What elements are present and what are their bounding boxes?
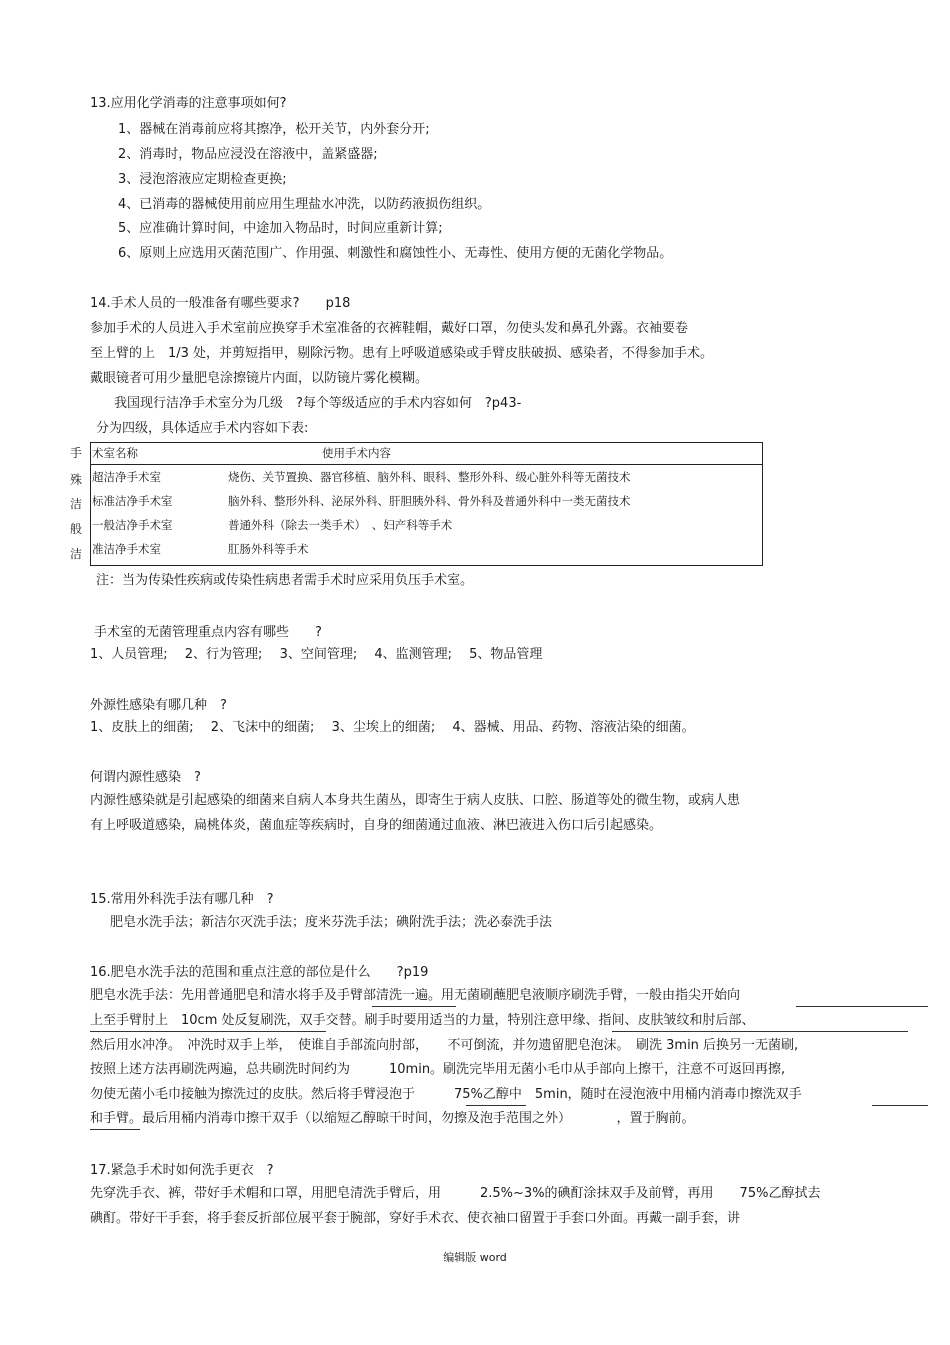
underline	[90, 1031, 326, 1032]
clean-room-table	[90, 442, 763, 561]
room-name: 一般洁净手术室	[92, 518, 173, 532]
room-content: 脑外科、整形外科、泌尿外科、肝胆胰外科、骨外科及普通外科中一类无菌技术	[228, 494, 631, 508]
page-footer: 编辑版 word	[443, 1251, 507, 1264]
q13-item-5: 5、应准确计算时间，中途加入物品时，时间应重新计算;	[118, 221, 443, 236]
table-header-content: 使用手术内容	[226, 442, 763, 465]
underline	[90, 1129, 140, 1130]
q16-line-3: 然后用水冲净。 冲洗时双手上举， 使谁自手部流向肘部， 不可倒流，并勿遗留肥皂泡沫。 刷洗 3min 后换另一无菌刷,	[90, 1038, 799, 1053]
q14-title: 14.手术人员的一般准备有哪些要求? p18	[90, 296, 351, 311]
q17-title: 17.紧急手术时如何洗手更衣 ?	[90, 1163, 274, 1178]
room-name: 标准洁净手术室	[92, 494, 173, 508]
exogenous-title: 外源性感染有哪几种 ?	[90, 698, 227, 713]
table-row	[90, 489, 763, 513]
header-prefix-char: 手	[70, 446, 83, 460]
room-name: 准洁净手术室	[92, 542, 161, 556]
q17-line-1: 先穿洗手衣、裤，带好手术帽和口罩，用肥皂清洗手臂后，用 2.5%~3%的碘酊涂抹双手及前臂，再用 75%乙醇拭去	[90, 1186, 821, 1201]
clean-room-question: 我国现行洁净手术室分为几级 ?每个等级适应的手术内容如何 ?p43-	[114, 396, 522, 411]
side-char-4: 洁	[70, 547, 83, 561]
room-content: 普通外科（除去一类手术） 、妇产科等手术	[228, 518, 453, 532]
q13-item-6: 6、原则上应选用灭菌范围广、作用强、刺激性和腐蚀性小、无毒性、使用方便的无菌化学物品。	[118, 246, 673, 261]
q13-item-4: 4、已消毒的器械使用前应用生理盐水冲洗，以防药液损伤组织。	[118, 197, 491, 212]
q14-line-3: 戴眼镜者可用少量肥皂涂擦镜片内面，以防镜片雾化模糊。	[90, 371, 429, 386]
q13-item-2: 2、消毒时，物品应浸没在溶液中，盖紧盛器;	[118, 147, 378, 162]
q16-title: 16.肥皂水洗手法的范围和重点注意的部位是什么 ?p19	[90, 965, 429, 980]
table-row	[90, 537, 763, 561]
q13-title: 13.应用化学消毒的注意事项如何?	[90, 96, 287, 111]
q16-line-1: 肥皂水洗手法：先用普通肥皂和清水将手及手臂部清洗一遍。用无菌刷蘸肥皂液顺序刷洗手臂，一般由指尖开始向	[90, 988, 741, 1003]
side-char-1: 殊	[70, 473, 83, 487]
side-char-3: 般	[70, 522, 83, 536]
underline	[796, 1006, 928, 1007]
q14-line-1: 参加手术的人员进入手术室前应换穿手术室准备的衣裤鞋帽，戴好口罩，勿使头发和鼻孔外露。衣袖要卷	[90, 321, 689, 336]
endogenous-line-1: 内源性感染就是引起感染的细菌来自病人本身共生菌丛，即寄生于病人皮肤、口腔、肠道等处的微生物，或病人患	[90, 793, 741, 808]
q16-line-2: 上至手臂肘上 10cm 处反复刷洗，双手交替。刷手时要用适当的力量，特别注意甲缘、指间、皮肤皱纹和肘后部、	[90, 1013, 755, 1028]
q15-answer: 肥皂水洗手法；新洁尔灭洗手法；度米芬洗手法；碘附洗手法；洗必泰洗手法	[110, 915, 553, 930]
table-header-name: 术室名称	[90, 442, 226, 465]
underline	[612, 1031, 908, 1032]
underline	[872, 1105, 928, 1106]
aseptic-title: 手术室的无菌管理重点内容有哪些 ?	[94, 625, 322, 640]
q17-line-2: 碘酊。带好干手套，将手套反折部位展平套于腕部，穿好手术衣、使衣袖口留置于手套口外面。再戴一副手套，讲	[90, 1211, 741, 1226]
room-name: 超洁净手术室	[92, 470, 161, 484]
room-content: 烧伤、关节置换、器官移植、脑外科、眼科、整形外科、级心脏外科等无菌技术	[228, 470, 631, 484]
table-row	[90, 513, 763, 537]
q16-line-6: 和手臂。最后用桶内消毒巾擦干双手（以缩短乙醇晾干时间，勿擦及泡手范围之外） ，置于胸前。	[90, 1111, 695, 1126]
side-char-2: 洁	[70, 497, 83, 511]
endogenous-title: 何谓内源性感染 ?	[90, 770, 201, 785]
q16-line-5: 勿使无菌小毛巾接触为擦洗过的皮肤。然后将手臂浸泡于 75%乙醇中 5min，随时在浸泡液中用桶内消毒巾擦洗双手	[90, 1087, 802, 1102]
aseptic-answer: 1、人员管理; 2、行为管理; 3、空间管理; 4、监测管理; 5、物品管理	[90, 647, 543, 662]
q14-line-2: 至上臂的上 1/3 处，并剪短指甲，剔除污物。患有上呼吸道感染或手臂皮肤破损、感染者，不得参加手术。	[90, 346, 714, 361]
underline	[372, 1006, 456, 1007]
underline	[466, 1105, 526, 1106]
table-header-row	[90, 442, 763, 465]
endogenous-line-2: 有上呼吸道感染，扁桃体炎，菌血症等疾病时，自身的细菌通过血液、淋巴液进入伤口后引起感染。	[90, 818, 663, 833]
table-note: 注：当为传染性疾病或传染性病患者需手术时应采用负压手术室。	[96, 573, 474, 588]
q16-line-4: 按照上述方法再刷洗两遍，总共刷洗时间约为 10min。刷洗完毕用无菌小毛巾从手部向上擦干，注意不可返回再擦,	[90, 1062, 786, 1077]
table-row	[90, 465, 763, 490]
q15-title: 15.常用外科洗手法有哪几种 ?	[90, 892, 274, 907]
q13-item-1: 1、器械在消毒前应将其擦净，松开关节，内外套分开;	[118, 122, 430, 137]
room-content: 肛肠外科等手术	[228, 542, 309, 556]
clean-room-answer: 分为四级，具体适应手术内容如下表:	[96, 421, 309, 436]
q13-item-3: 3、浸泡溶液应定期检查更换;	[118, 172, 287, 187]
exogenous-answer: 1、皮肤上的细菌; 2、飞沫中的细菌; 3、尘埃上的细菌; 4、器械、用品、药物、溶液沾染的细菌。	[90, 720, 695, 735]
